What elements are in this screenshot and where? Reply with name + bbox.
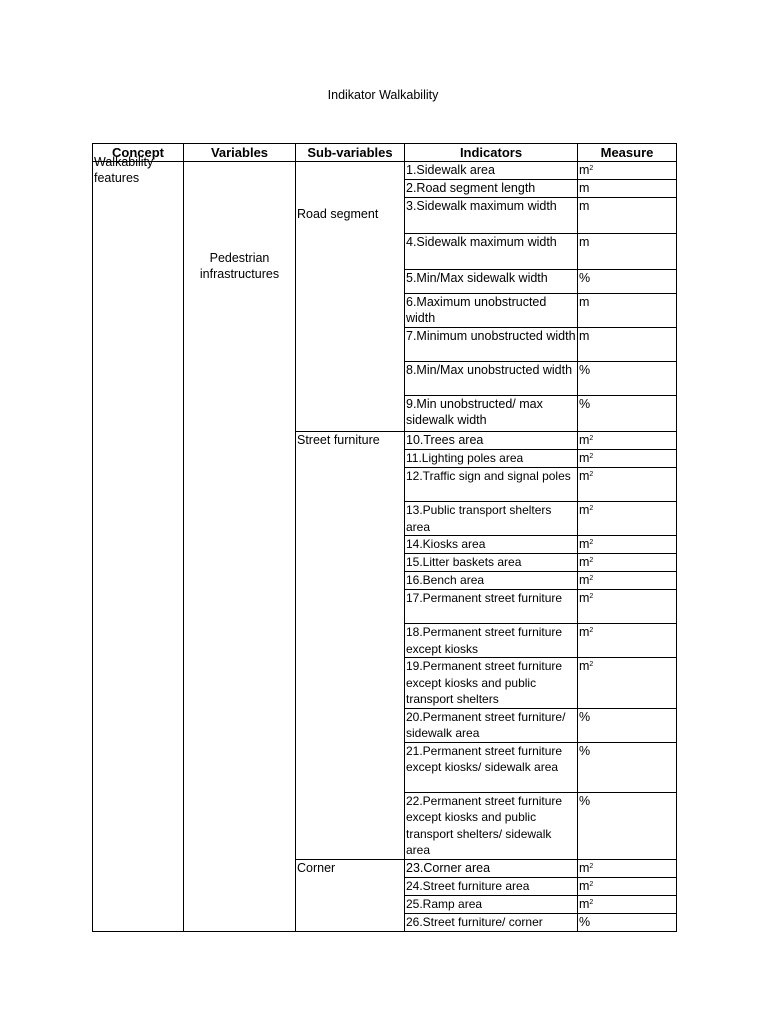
- indicator-cell: 6.Maximum unobstructed width: [405, 294, 578, 328]
- measure-cell: [578, 708, 677, 742]
- measure-cell: [578, 658, 677, 709]
- measure-cell: [578, 396, 677, 432]
- indicator-cell: 20.Permanent street furniture/ sidewalk area: [405, 708, 578, 742]
- sub-variable-cell: [296, 432, 405, 860]
- measure-cell: [578, 554, 677, 572]
- measure-exponent: 2: [589, 557, 594, 564]
- measure-exponent: 2: [589, 880, 594, 888]
- measure-unit: %: [579, 793, 591, 808]
- measure-cell: [578, 328, 677, 362]
- variable-cell: [184, 162, 296, 932]
- measure-exponent: 2: [589, 471, 594, 478]
- measure-unit: m: [579, 433, 590, 447]
- measure-unit: m: [579, 625, 590, 639]
- title-text: Indikator Walkability: [327, 88, 439, 102]
- measure-unit: m: [579, 860, 590, 875]
- measure-exponent: 2: [589, 165, 594, 172]
- table-body: [93, 155, 677, 932]
- indicator-cell: 21.Permanent street furniture except kiosks/ sidewalk area: [405, 742, 578, 792]
- indicator-cell: 3.Sidewalk maximum width: [405, 198, 578, 234]
- indicator-cell: 18.Permanent street furniture except kiosks: [405, 624, 578, 658]
- measure-cell: [578, 895, 677, 913]
- measure-cell: [578, 536, 677, 554]
- measure-unit: %: [579, 743, 591, 758]
- measure-exponent: 2: [589, 539, 594, 546]
- measure-exponent: 2: [589, 898, 594, 906]
- indicator-cell: 25.Ramp area: [405, 895, 578, 913]
- measure-exponent: 2: [589, 435, 594, 442]
- measure-cell: [578, 624, 677, 658]
- indicator-cell: 14.Kiosks area: [405, 536, 578, 554]
- indicator-cell: 10.Trees area: [405, 432, 578, 450]
- indicator-cell: 22.Permanent street furniture except kiosks and public transport shelters/ sidewalk area: [405, 792, 578, 859]
- table-row: [93, 162, 677, 180]
- sub-variable-text: Street furniture: [297, 433, 380, 447]
- indicator-cell: 13.Public transport shelters area: [405, 502, 578, 536]
- measure-cell: [578, 859, 677, 877]
- measure-cell: [578, 162, 677, 180]
- indicator-cell: 7.Minimum unobstructed width: [405, 328, 578, 362]
- measure-cell: [578, 468, 677, 502]
- indicator-cell: 8.Min/Max unobstructed width: [405, 362, 578, 396]
- indicator-table: [92, 143, 677, 932]
- measure-unit: %: [579, 709, 591, 724]
- indicator-cell: 1.Sidewalk area: [405, 162, 578, 180]
- measure-exponent: 2: [589, 862, 594, 870]
- indicator-cell: 26.Street furniture/ corner: [405, 913, 578, 931]
- measure-unit: m: [579, 295, 590, 309]
- measure-cell: [578, 180, 677, 198]
- measure-unit: m: [579, 181, 590, 195]
- indicator-cell: 4.Sidewalk maximum width: [405, 234, 578, 270]
- indicator-cell: 5.Min/Max sidewalk width: [405, 270, 578, 294]
- measure-cell: [578, 270, 677, 294]
- header-sub-variables: Sub-variables: [296, 144, 405, 162]
- measure-cell: [578, 450, 677, 468]
- sub-variable-cell: [296, 859, 405, 931]
- measure-cell: [578, 572, 677, 590]
- indicator-cell: 23.Corner area: [405, 859, 578, 877]
- measure-unit: m: [579, 537, 590, 551]
- measure-cell: [578, 234, 677, 270]
- measure-exponent: 2: [589, 575, 594, 582]
- measure-cell: [578, 502, 677, 536]
- measure-cell: [578, 913, 677, 931]
- concept-cell: [93, 155, 184, 932]
- indicator-cell: 19.Permanent street furniture except kiosks and public transport shelters: [405, 658, 578, 709]
- measure-exponent: 2: [589, 593, 594, 600]
- concept-text: Walkability features: [94, 155, 154, 185]
- indicator-cell: 24.Street furniture area: [405, 877, 578, 895]
- header-concept: Concept: [93, 144, 184, 162]
- measure-cell: [578, 294, 677, 328]
- measure-unit: m: [579, 503, 590, 517]
- header-indicators: Indicators: [405, 144, 578, 162]
- indicator-cell: 12.Traffic sign and signal poles: [405, 468, 578, 502]
- measure-unit: m: [579, 163, 590, 177]
- measure-unit: m: [579, 591, 590, 605]
- document-title: [0, 88, 768, 102]
- measure-exponent: 2: [589, 453, 594, 460]
- indicator-cell: 15.Litter baskets area: [405, 554, 578, 572]
- indicator-cell: 2.Road segment length: [405, 180, 578, 198]
- measure-unit: m: [579, 451, 590, 465]
- measure-unit: m: [579, 896, 590, 911]
- measure-unit: m: [579, 555, 590, 569]
- variable-text: Pedestrian infrastructures: [199, 251, 280, 281]
- measure-cell: [578, 742, 677, 792]
- measure-unit: %: [579, 397, 591, 411]
- measure-exponent: 2: [589, 505, 594, 512]
- indicator-cell: 16.Bench area: [405, 572, 578, 590]
- measure-cell: [578, 792, 677, 859]
- measure-unit: m: [579, 469, 590, 483]
- measure-cell: [578, 198, 677, 234]
- sub-variable-text: Road segment: [297, 207, 379, 221]
- measure-cell: [578, 432, 677, 450]
- indicator-cell: 17.Permanent street furniture: [405, 590, 578, 624]
- sub-variable-cell: [296, 162, 405, 432]
- measure-unit: %: [579, 914, 591, 929]
- measure-unit: m: [579, 573, 590, 587]
- measure-unit: m: [579, 329, 590, 343]
- measure-unit: m: [579, 659, 590, 673]
- sub-variable-text: Corner: [297, 860, 336, 875]
- measure-exponent: 2: [589, 627, 594, 634]
- measure-unit: %: [579, 363, 591, 377]
- indicator-cell: 11.Lighting poles area: [405, 450, 578, 468]
- measure-cell: [578, 590, 677, 624]
- measure-cell: [578, 877, 677, 895]
- header-variables: Variables: [184, 144, 296, 162]
- measure-unit: %: [579, 271, 591, 285]
- measure-cell: [578, 362, 677, 396]
- indicator-cell: 9.Min unobstructed/ max sidewalk width: [405, 396, 578, 432]
- measure-unit: m: [579, 199, 590, 213]
- measure-unit: m: [579, 878, 590, 893]
- measure-unit: m: [579, 235, 590, 249]
- measure-exponent: 2: [589, 661, 594, 668]
- header-measure: Measure: [578, 144, 677, 162]
